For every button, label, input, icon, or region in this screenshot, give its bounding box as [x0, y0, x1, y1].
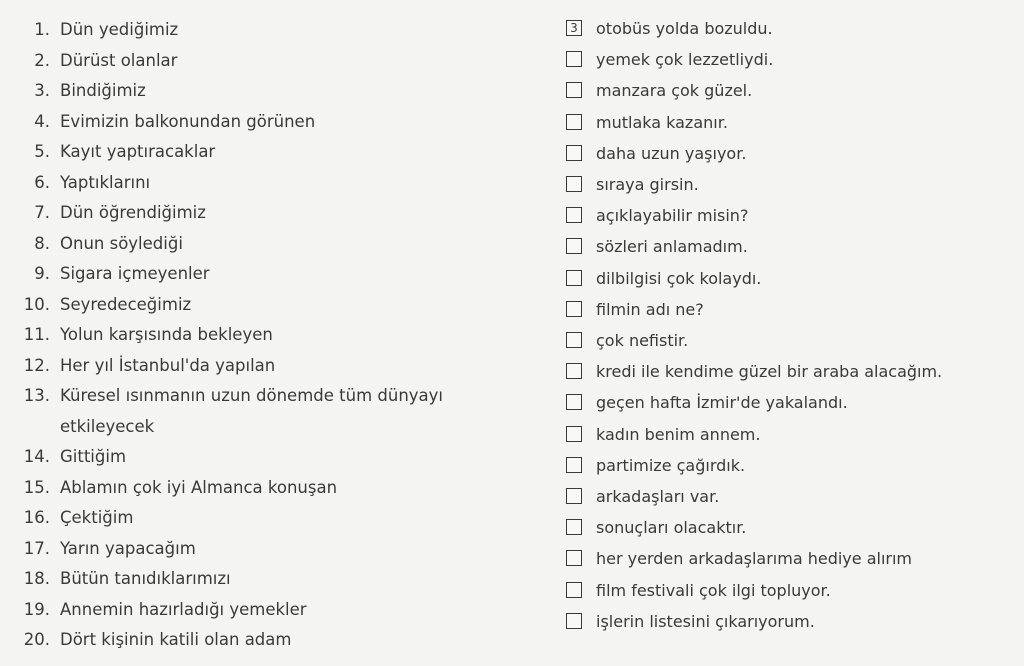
ending-text: daha uzun yaşıyor.	[596, 143, 747, 163]
ending-text: yemek çok lezzetliydi.	[596, 50, 774, 70]
answer-box[interactable]	[566, 488, 582, 504]
item-text: Her yıl İstanbul'da yapılan	[60, 355, 276, 375]
item-number: 11.	[23, 325, 50, 344]
answer-box[interactable]	[566, 301, 582, 317]
answer-box[interactable]	[566, 613, 582, 629]
item-number: 20.	[23, 630, 50, 649]
answer-box[interactable]	[566, 82, 582, 98]
answer-box[interactable]	[566, 176, 582, 192]
item-number: 5.	[34, 142, 50, 161]
answer-box[interactable]	[566, 238, 582, 254]
item-number: 16.	[23, 508, 50, 527]
item-number: 1.	[34, 20, 50, 39]
item-text: Bindiğimiz	[60, 81, 146, 100]
sentence-beginning-item	[0, 381, 560, 411]
answer-box[interactable]	[566, 51, 582, 67]
item-text: Dün yediğimiz	[60, 20, 179, 39]
sentence-ending-item	[560, 576, 1024, 606]
sentence-beginning-item	[0, 46, 560, 76]
item-number: 8.	[34, 233, 50, 253]
sentence-beginning-item	[0, 473, 560, 503]
sentence-ending-item	[560, 14, 1024, 44]
item-number: 19.	[23, 599, 50, 619]
sentence-beginning-item	[0, 168, 560, 198]
item-text: Bütün tanıdıklarımızı	[60, 569, 231, 588]
item-number: 7.	[34, 203, 50, 222]
sentence-beginning-item	[0, 229, 560, 259]
sentence-beginning-item	[0, 320, 560, 350]
item-number: 12.	[23, 355, 50, 375]
sentence-ending-item	[560, 264, 1024, 294]
sentence-ending-item	[560, 108, 1024, 138]
sentence-ending-item	[560, 76, 1024, 106]
sentence-beginning-item	[0, 198, 560, 228]
item-number: 15.	[23, 477, 50, 497]
item-number: 13.	[23, 386, 50, 405]
answer-box[interactable]	[566, 145, 582, 161]
answer-box[interactable]	[566, 270, 582, 286]
ending-text: arkadaşları var.	[596, 487, 720, 506]
answer-box[interactable]	[566, 332, 582, 348]
item-text: Yaptıklarını	[60, 172, 151, 192]
ending-text: kadın benim annem.	[596, 424, 761, 444]
ending-text: partimize çağırdık.	[596, 455, 746, 475]
ending-text: sözleri anlamadım.	[596, 237, 748, 257]
sentence-beginning-item	[0, 442, 560, 472]
answer-box[interactable]	[566, 550, 582, 566]
sentence-ending-item	[560, 388, 1024, 418]
item-number: 3.	[34, 81, 50, 100]
item-text: Gittiğim	[60, 447, 127, 466]
ending-text: sonuçları olacaktır.	[596, 518, 747, 538]
ending-text: film festivali çok ilgi topluyor.	[596, 580, 831, 600]
ending-text: otobüs yolda bozuldu.	[596, 19, 773, 38]
item-text: Çektiğim	[60, 508, 134, 527]
item-number: 17.	[23, 538, 50, 558]
answer-box[interactable]	[566, 582, 582, 598]
sentence-ending-item	[560, 139, 1024, 169]
sentence-beginning-item	[0, 107, 560, 137]
item-number: 4.	[34, 111, 50, 131]
item-text: Yolun karşısında bekleyen	[60, 325, 273, 344]
sentence-beginning-item	[0, 290, 560, 320]
ending-text: manzara çok güzel.	[596, 81, 753, 101]
ending-text: çok nefistir.	[596, 331, 689, 350]
sentence-beginning-item	[0, 595, 560, 625]
item-text-continued: etkileyecek	[60, 416, 155, 436]
sentence-ending-item	[560, 544, 1024, 574]
answer-box[interactable]	[566, 457, 582, 473]
item-text: Evimizin balkonundan görünen	[60, 111, 316, 131]
sentence-ending-item	[560, 357, 1024, 387]
ending-text: dilbilgisi çok kolaydı.	[596, 268, 762, 288]
answer-box[interactable]	[566, 519, 582, 535]
answer-box[interactable]	[566, 394, 582, 410]
sentence-ending-item	[560, 451, 1024, 481]
item-number: 10.	[23, 294, 50, 314]
item-text: Onun söylediği	[60, 233, 183, 253]
sentence-beginning-item	[0, 351, 560, 381]
item-text: Annemin hazırladığı yemekler	[60, 599, 307, 619]
sentence-ending-item	[560, 607, 1024, 637]
answer-box[interactable]: 3	[566, 20, 582, 36]
ending-text: işlerin listesini çıkarıyorum.	[596, 611, 815, 631]
item-text: Seyredeceğimiz	[60, 294, 192, 314]
sentence-beginning-item	[0, 137, 560, 167]
item-number: 2.	[34, 50, 50, 70]
sentence-beginning-item	[0, 503, 560, 533]
ending-text: mutlaka kazanır.	[596, 112, 728, 132]
sentence-beginning-item	[0, 534, 560, 564]
item-text: Kayıt yaptıracaklar	[60, 142, 216, 161]
sentence-beginning-item	[0, 625, 560, 655]
item-number: 14.	[23, 447, 50, 466]
ending-text: geçen hafta İzmir'de yakalandı.	[596, 393, 848, 413]
ending-text: kredi ile kendime güzel bir araba alacağım.	[596, 362, 943, 382]
ending-text: filmin adı ne?	[596, 299, 704, 319]
sentence-ending-item	[560, 232, 1024, 262]
sentence-beginning-continuation	[0, 412, 560, 442]
answer-box[interactable]	[566, 114, 582, 130]
item-number: 9.	[34, 264, 50, 283]
item-text: Sigara içmeyenler	[60, 264, 210, 283]
answer-box[interactable]	[566, 426, 582, 442]
sentence-ending-item	[560, 295, 1024, 325]
sentence-ending-item	[560, 170, 1024, 200]
ending-text: açıklayabilir misin?	[596, 206, 749, 226]
answer-box[interactable]	[566, 363, 582, 379]
item-number: 6.	[34, 172, 50, 192]
sentence-beginning-item	[0, 76, 560, 106]
sentence-ending-item	[560, 482, 1024, 512]
item-text: Yarın yapacağım	[60, 538, 196, 558]
item-text: Dün öğrendiğimiz	[60, 203, 206, 222]
ending-text: her yerden arkadaşlarıma hediye alırım	[596, 549, 912, 569]
sentence-beginning-item	[0, 15, 560, 45]
item-text: Küresel ısınmanın uzun dönemde tüm dünyayı	[60, 386, 444, 405]
sentence-ending-item	[560, 326, 1024, 356]
item-number: 18.	[23, 569, 50, 588]
sentence-ending-item	[560, 201, 1024, 231]
answer-box[interactable]	[566, 207, 582, 223]
item-text: Ablamın çok iyi Almanca konuşan	[60, 477, 338, 497]
item-text: Dört kişinin katili olan adam	[60, 630, 292, 649]
ending-text: sıraya girsin.	[596, 175, 699, 194]
sentence-beginning-item	[0, 259, 560, 289]
sentence-ending-item	[560, 420, 1024, 450]
item-text: Dürüst olanlar	[60, 50, 178, 70]
sentence-ending-item	[560, 513, 1024, 543]
sentence-beginning-item	[0, 564, 560, 594]
sentence-ending-item	[560, 45, 1024, 75]
